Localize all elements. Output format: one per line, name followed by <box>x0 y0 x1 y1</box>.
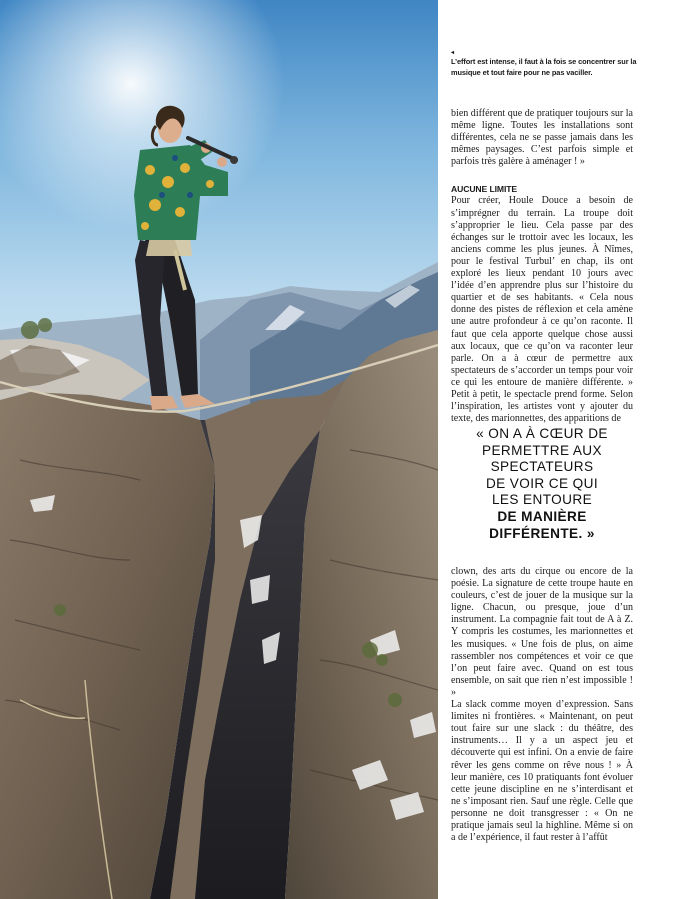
caption-text: L’effort est intense, il faut à la fois se concentrer sur la musique et tout faire pour ne pas vaciller. <box>451 57 637 77</box>
pull-quote-line-1: « ON A À CŒUR DE <box>476 426 608 441</box>
pull-quote-line-3: SPECTATEURS <box>490 459 594 475</box>
section-heading: AUCUNE LIMITE <box>451 184 518 195</box>
article-block-bottom <box>451 566 633 844</box>
photo-caption <box>451 50 641 78</box>
pull-quote-line-5: LES ENTOURE <box>491 492 593 508</box>
pull-quote-line-6: DE MANIÈRE <box>497 508 587 524</box>
paragraph-4: La slack comme moyen d’expression. Sans limites ni frontières. « Maintenant, on peut tout faire sur une slack : du théâtre, des instruments… Il y a un aspect jeu et découverte qui est infini. On a envie de faire rêver les gens comme on rêve nous ! » À leur manière, ces 10 pratiquants font évoluer cette jeune discipline en ne s’interdisant et ne s’imposant rien. Sauf une règle. Celle que personne ne doit transgresser : « On ne pratique jamais seul la highline. Même si on a de l’expérience, il faut rester à l’affût <box>451 699 633 844</box>
caption-arrow-icon: ◂ <box>451 50 454 56</box>
paragraph-1: bien différent que de pratiquer toujours sur la même ligne. Toutes les installations sont différentes, cela ne se passe jamais dans les mêmes paysages. C’est parfois simple et parfois très galère à aménager ! » <box>451 108 633 168</box>
pull-quote-line-7: DIFFÉRENTE. » <box>489 525 595 541</box>
article-column <box>451 0 637 899</box>
pull-quote-line-4: DE VOIR CE QUI <box>485 475 599 491</box>
pull-quote-line-2: PERMETTRE AUX <box>481 442 602 458</box>
paragraph-2: Pour créer, Houle Douce a besoin de s’imprégner du terrain. La troupe doit s’approprier le lieu. Cela passe par des échanges sur le trottoir avec les locaux, les anciens comme les plus jeunes. À Nîmes, pour le festival Turbul’ en chap, ils ont exploré les lieux pendant 10 jours avec l’idée d’en apprendre plus sur l’histoire du quartier et de ses habitants. « Cela nous donne des pistes de réflexion et cela amène une autre profondeur à ce qu’on raconte. Il faut que cela apporte quelque chose aussi aux locaux, que ce qu’on va raconter leur parle. On a à cœur de permettre aux spectateurs de s’accorder un temps pour voir ce qui les entoure de manière différente. » Petit à petit, le spectacle prend forme. Selon l’inspiration, les artistes vont y ajouter du texte, des marionnettes, des apparitions de <box>451 195 633 425</box>
article-block-top <box>451 108 633 425</box>
paragraph-3: clown, des arts du cirque ou encore de la poésie. La signature de cette troupe haute en couleurs, c’est de jouer de la musique sur la ligne. Chacun, ou presque, joue d’un instrument. La compagnie fait tout de A à Z. Y compris les costumes, les marionnettes et les musiques. « Une fois de plus, on aime rassembler nos compétences et voir ce que l’on peut faire avec. Quand on est tous ensemble, on sait que rien n’est impossible ! » <box>451 566 633 698</box>
pull-quote <box>431 426 653 542</box>
